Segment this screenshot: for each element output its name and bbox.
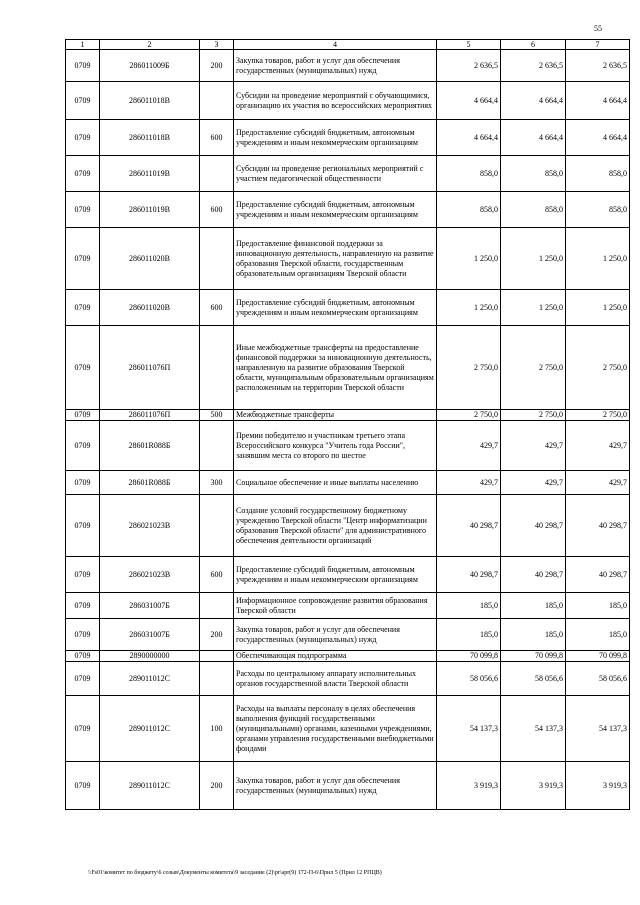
section-cell: 0709: [66, 82, 100, 120]
table-row: [66, 495, 630, 557]
amount-col-6-cell: 40 298,7: [501, 495, 566, 557]
table-row: [66, 290, 630, 326]
table-row: [66, 410, 630, 421]
code-cell: 286011019В: [100, 192, 200, 228]
amount-col-5-cell: 185,0: [437, 593, 501, 619]
code-cell: 286011019В: [100, 156, 200, 192]
table-row: [66, 593, 630, 619]
amount-col-6-cell: 185,0: [501, 593, 566, 619]
amount-col-5-cell: 2 750,0: [437, 326, 501, 410]
name-cell: Субсидии на проведение мероприятий с обучающимися, организацию их участия во всероссийских мероприятиях: [234, 82, 437, 120]
amount-col-7-cell: 54 137,3: [566, 696, 630, 762]
name-cell: Предоставление финансовой поддержки за инновационную деятельность, направленную на развитие образования Тверской области, государственным образовательным организациям Тверской области: [234, 228, 437, 290]
code-cell: 286011076П: [100, 326, 200, 410]
page-number: 55: [594, 24, 602, 33]
section-cell: 0709: [66, 593, 100, 619]
amount-col-7-cell: 858,0: [566, 156, 630, 192]
amount-col-5-cell: 58 056,6: [437, 662, 501, 696]
amount-col-7-cell: 185,0: [566, 593, 630, 619]
code-cell: 289011012С: [100, 762, 200, 810]
amount-col-6-cell: 40 298,7: [501, 557, 566, 593]
section-cell: 0709: [66, 228, 100, 290]
header-col-5: 5: [437, 40, 501, 50]
header-col-3: 3: [200, 40, 234, 50]
expense-type-cell: 200: [200, 50, 234, 82]
name-cell: Информационное сопровождение развития образования Тверской области: [234, 593, 437, 619]
expense-type-cell: [200, 421, 234, 471]
table-row: [66, 192, 630, 228]
header-col-4: 4: [234, 40, 437, 50]
code-cell: 2890000000: [100, 651, 200, 662]
table-row: [66, 50, 630, 82]
amount-col-6-cell: 70 099,8: [501, 651, 566, 662]
amount-col-7-cell: 2 636,5: [566, 50, 630, 82]
amount-col-5-cell: 54 137,3: [437, 696, 501, 762]
table-row: [66, 471, 630, 495]
expense-type-cell: [200, 662, 234, 696]
header-col-2: 2: [100, 40, 200, 50]
amount-col-6-cell: 429,7: [501, 471, 566, 495]
amount-col-5-cell: 1 250,0: [437, 228, 501, 290]
amount-col-6-cell: 4 664,4: [501, 120, 566, 156]
expense-type-cell: 500: [200, 410, 234, 421]
amount-col-5-cell: 4 664,4: [437, 82, 501, 120]
header-col-6: 6: [501, 40, 566, 50]
code-cell: 286011009Б: [100, 50, 200, 82]
amount-col-6-cell: 1 250,0: [501, 290, 566, 326]
table-row: [66, 619, 630, 651]
amount-col-6-cell: 858,0: [501, 192, 566, 228]
section-cell: 0709: [66, 192, 100, 228]
name-cell: Закупка товаров, работ и услуг для обеспечения государственных (муниципальных) нужд: [234, 619, 437, 651]
code-cell: 286021023В: [100, 557, 200, 593]
section-cell: 0709: [66, 290, 100, 326]
section-cell: 0709: [66, 662, 100, 696]
expense-type-cell: 600: [200, 120, 234, 156]
footer-path: \\Fs01\комитет по бюджету\6 созыв\Документы комитета\9 заседание (2)\pr\apr(9) 172-П-6\Прил 5 (Прил 12 РПЦВ): [88, 870, 382, 876]
code-cell: 286011018В: [100, 120, 200, 156]
name-cell: Предоставление субсидий бюджетным, автономным учреждениям и иным некоммерческим организациям: [234, 290, 437, 326]
section-cell: 0709: [66, 326, 100, 410]
amount-col-5-cell: 858,0: [437, 156, 501, 192]
name-cell: Создание условий государственному бюджетному учреждению Тверской области "Центр информатизации образования Тверской области" для административного обеспечения деятельности организаций: [234, 495, 437, 557]
header-row: [66, 40, 630, 50]
name-cell: Премии победителю и участникам третьего этапа Всероссийского конкурса "Учитель года России", занявшим места со второго по шестое: [234, 421, 437, 471]
amount-col-5-cell: 2 750,0: [437, 410, 501, 421]
code-cell: 28601R088Б: [100, 471, 200, 495]
section-cell: 0709: [66, 156, 100, 192]
expense-type-cell: 200: [200, 619, 234, 651]
amount-col-5-cell: 429,7: [437, 471, 501, 495]
amount-col-6-cell: 54 137,3: [501, 696, 566, 762]
section-cell: 0709: [66, 471, 100, 495]
amount-col-7-cell: 858,0: [566, 192, 630, 228]
amount-col-7-cell: 4 664,4: [566, 120, 630, 156]
section-cell: 0709: [66, 651, 100, 662]
table-row: [66, 326, 630, 410]
expense-type-cell: [200, 495, 234, 557]
code-cell: 286011020В: [100, 228, 200, 290]
section-cell: 0709: [66, 762, 100, 810]
expense-type-cell: 100: [200, 696, 234, 762]
name-cell: Обеспечивающая подпрограмма: [234, 651, 437, 662]
name-cell: Социальное обеспечение и иные выплаты населению: [234, 471, 437, 495]
expense-type-cell: [200, 82, 234, 120]
amount-col-7-cell: 4 664,4: [566, 82, 630, 120]
section-cell: 0709: [66, 120, 100, 156]
expense-type-cell: [200, 228, 234, 290]
amount-col-5-cell: 858,0: [437, 192, 501, 228]
section-cell: 0709: [66, 50, 100, 82]
section-cell: 0709: [66, 421, 100, 471]
expense-type-cell: 600: [200, 192, 234, 228]
name-cell: Межбюджетные трансферты: [234, 410, 437, 421]
amount-col-5-cell: 70 099,8: [437, 651, 501, 662]
amount-col-5-cell: 40 298,7: [437, 557, 501, 593]
amount-col-6-cell: 4 664,4: [501, 82, 566, 120]
section-cell: 0709: [66, 696, 100, 762]
amount-col-5-cell: 40 298,7: [437, 495, 501, 557]
code-cell: 286021023В: [100, 495, 200, 557]
header-col-1: 1: [66, 40, 100, 50]
table-row: [66, 696, 630, 762]
table-row: [66, 557, 630, 593]
name-cell: Закупка товаров, работ и услуг для обеспечения государственных (муниципальных) нужд: [234, 762, 437, 810]
amount-col-7-cell: 2 750,0: [566, 326, 630, 410]
header-col-7: 7: [566, 40, 630, 50]
amount-col-7-cell: 429,7: [566, 421, 630, 471]
section-cell: 0709: [66, 557, 100, 593]
table-row: [66, 421, 630, 471]
amount-col-7-cell: 1 250,0: [566, 290, 630, 326]
table-row: [66, 651, 630, 662]
amount-col-6-cell: 58 056,6: [501, 662, 566, 696]
name-cell: Предоставление субсидий бюджетным, автономным учреждениям и иным некоммерческим организациям: [234, 557, 437, 593]
amount-col-6-cell: 2 636,5: [501, 50, 566, 82]
amount-col-6-cell: 2 750,0: [501, 410, 566, 421]
amount-col-7-cell: 2 750,0: [566, 410, 630, 421]
expense-type-cell: 600: [200, 557, 234, 593]
expense-type-cell: [200, 593, 234, 619]
amount-col-6-cell: 1 250,0: [501, 228, 566, 290]
amount-col-7-cell: 40 298,7: [566, 495, 630, 557]
table-row: [66, 156, 630, 192]
amount-col-7-cell: 70 099,8: [566, 651, 630, 662]
code-cell: 289011012С: [100, 696, 200, 762]
code-cell: 28601R088Б: [100, 421, 200, 471]
name-cell: Предоставление субсидий бюджетным, автономным учреждениям и иным некоммерческим организациям: [234, 120, 437, 156]
amount-col-6-cell: 2 750,0: [501, 326, 566, 410]
section-cell: 0709: [66, 410, 100, 421]
section-cell: 0709: [66, 495, 100, 557]
section-cell: 0709: [66, 619, 100, 651]
name-cell: Закупка товаров, работ и услуг для обеспечения государственных (муниципальных) нужд: [234, 50, 437, 82]
amount-col-6-cell: 858,0: [501, 156, 566, 192]
code-cell: 286011018В: [100, 82, 200, 120]
amount-col-5-cell: 185,0: [437, 619, 501, 651]
amount-col-7-cell: 1 250,0: [566, 228, 630, 290]
expense-type-cell: 600: [200, 290, 234, 326]
amount-col-5-cell: 1 250,0: [437, 290, 501, 326]
amount-col-7-cell: 3 919,3: [566, 762, 630, 810]
amount-col-6-cell: 185,0: [501, 619, 566, 651]
amount-col-7-cell: 185,0: [566, 619, 630, 651]
table-row: [66, 762, 630, 810]
amount-col-5-cell: 3 919,3: [437, 762, 501, 810]
table-row: [66, 82, 630, 120]
amount-col-7-cell: 40 298,7: [566, 557, 630, 593]
table-row: [66, 228, 630, 290]
expense-type-cell: [200, 156, 234, 192]
name-cell: Расходы по центральному аппарату исполнительных органов государственной власти Тверской области: [234, 662, 437, 696]
name-cell: Предоставление субсидий бюджетным, автономным учреждениям и иным некоммерческим организациям: [234, 192, 437, 228]
table-row: [66, 662, 630, 696]
expense-type-cell: 300: [200, 471, 234, 495]
code-cell: 286011076П: [100, 410, 200, 421]
code-cell: 286011020В: [100, 290, 200, 326]
name-cell: Иные межбюджетные трансферты на предоставление финансовой поддержки за инновационную деятельность, направленную на развитие образования Тверской области, муниципальным образовательным организациям расположенным на территории Тверской области: [234, 326, 437, 410]
amount-col-5-cell: 2 636,5: [437, 50, 501, 82]
expense-type-cell: [200, 326, 234, 410]
amount-col-6-cell: 429,7: [501, 421, 566, 471]
amount-col-6-cell: 3 919,3: [501, 762, 566, 810]
code-cell: 286031007Б: [100, 593, 200, 619]
name-cell: Субсидии на проведение региональных мероприятий с участием педагогической общественности: [234, 156, 437, 192]
code-cell: 289011012С: [100, 662, 200, 696]
budget-table: [65, 39, 630, 810]
table-row: [66, 120, 630, 156]
amount-col-7-cell: 429,7: [566, 471, 630, 495]
expense-type-cell: 200: [200, 762, 234, 810]
amount-col-5-cell: 4 664,4: [437, 120, 501, 156]
expense-type-cell: [200, 651, 234, 662]
amount-col-7-cell: 58 056,6: [566, 662, 630, 696]
amount-col-5-cell: 429,7: [437, 421, 501, 471]
code-cell: 286031007Б: [100, 619, 200, 651]
name-cell: Расходы на выплаты персоналу в целях обеспечения выполнения функций государственными (муниципальными) органами, казенными учреждениями, органами управления государственными внебюджетными фондами: [234, 696, 437, 762]
